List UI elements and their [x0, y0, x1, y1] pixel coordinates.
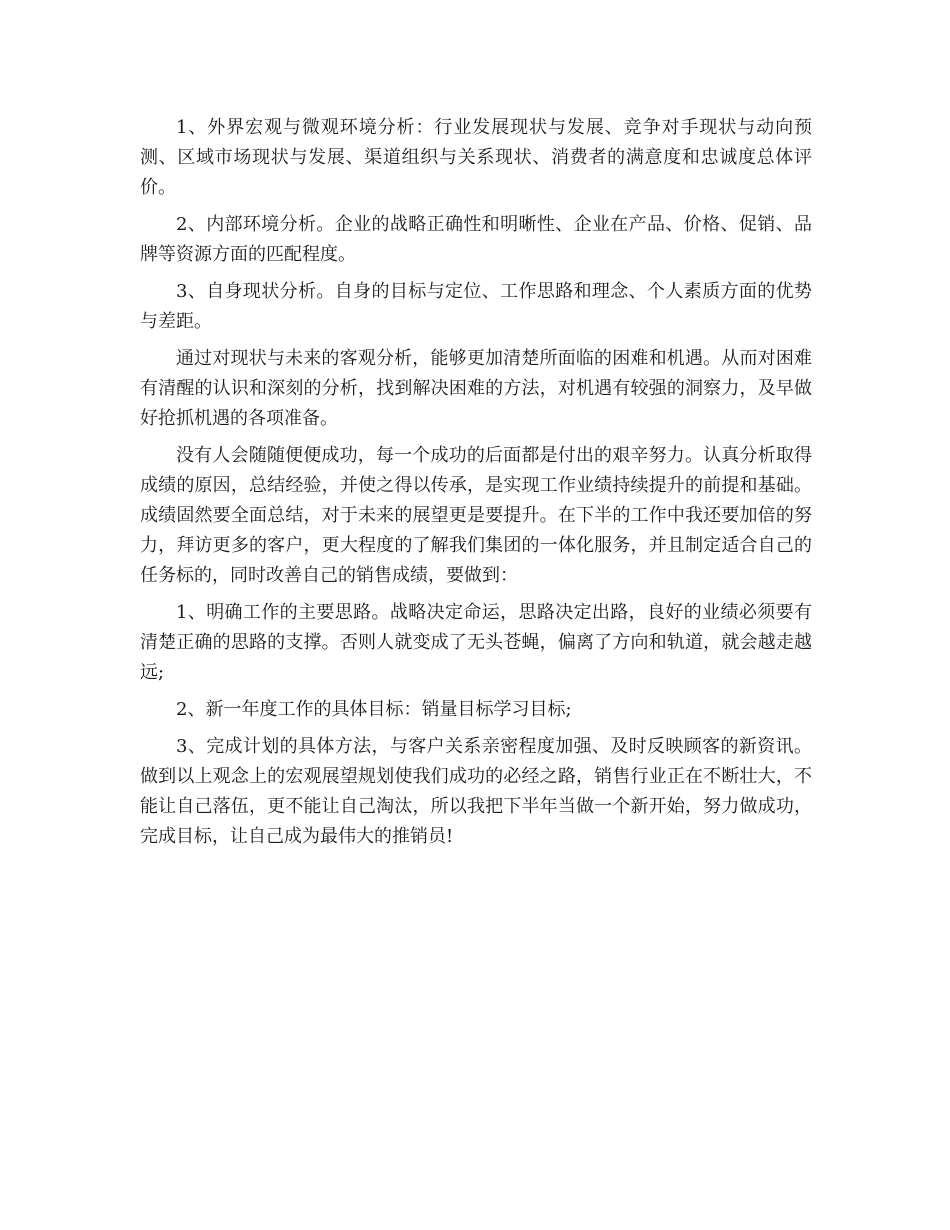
- paragraph-plan-item-1: 1、明确工作的主要思路。战略决定命运，思路决定出路，良好的业绩必须要有清楚正确的思路的支撑。否则人就变成了无头苍蝇，偏离了方向和轨道，就会越走越远;: [140, 602, 812, 683]
- paragraph-objective-analysis: 通过对现状与未来的客观分析，能够更加清楚所面临的困难和机遇。从而对困难有清醒的认识和深刻的分析，找到解决困难的方法，对机遇有较强的洞察力，及早做好抢抓机遇的各项准备。: [140, 348, 812, 429]
- paragraph-analysis-self: 3、自身现状分析。自身的目标与定位、工作思路和理念、个人素质方面的优势与差距。: [140, 281, 812, 332]
- paragraph-plan-item-2: 2、新一年度工作的具体目标：销量目标学习目标;: [176, 699, 572, 720]
- paragraph-plan-item-3: 3、完成计划的具体方法，与客户关系亲密程度加强、及时反映顾客的新资讯。做到以上观念上的宏观展望规划使我们成功的必经之路，销售行业正在不断壮大，不能让自己落伍，更不能让自己淘汰，所以我把下半年当做一个新开始，努力做成功，完成目标，让自己成为最伟大的推销员!: [140, 736, 812, 847]
- paragraph-analysis-external: 1、外界宏观与微观环境分析：行业发展现状与发展、竞争对手现状与动向预测、区域市场现状与发展、渠道组织与关系现状、消费者的满意度和忠诚度总体评价。: [140, 117, 812, 198]
- paragraph-success-effort: 没有人会随随便便成功，每一个成功的后面都是付出的艰辛努力。认真分析取得成绩的原因，总结经验，并使之得以传承，是实现工作业绩持续提升的前提和基础。成绩固然要全面总结，对于未来的展望更是要提升。在下半的工作中我还要加倍的努力，拜访更多的客户，更大程度的了解我们集团的一体化服务，并且制定适合自己的任务标的，同时改善自己的销售成绩，要做到：: [140, 445, 812, 586]
- document-body: [140, 113, 812, 859]
- paragraph-analysis-internal: 2、内部环境分析。企业的战略正确性和明晰性、企业在产品、价格、促销、品牌等资源方面的匹配程度。: [140, 214, 812, 265]
